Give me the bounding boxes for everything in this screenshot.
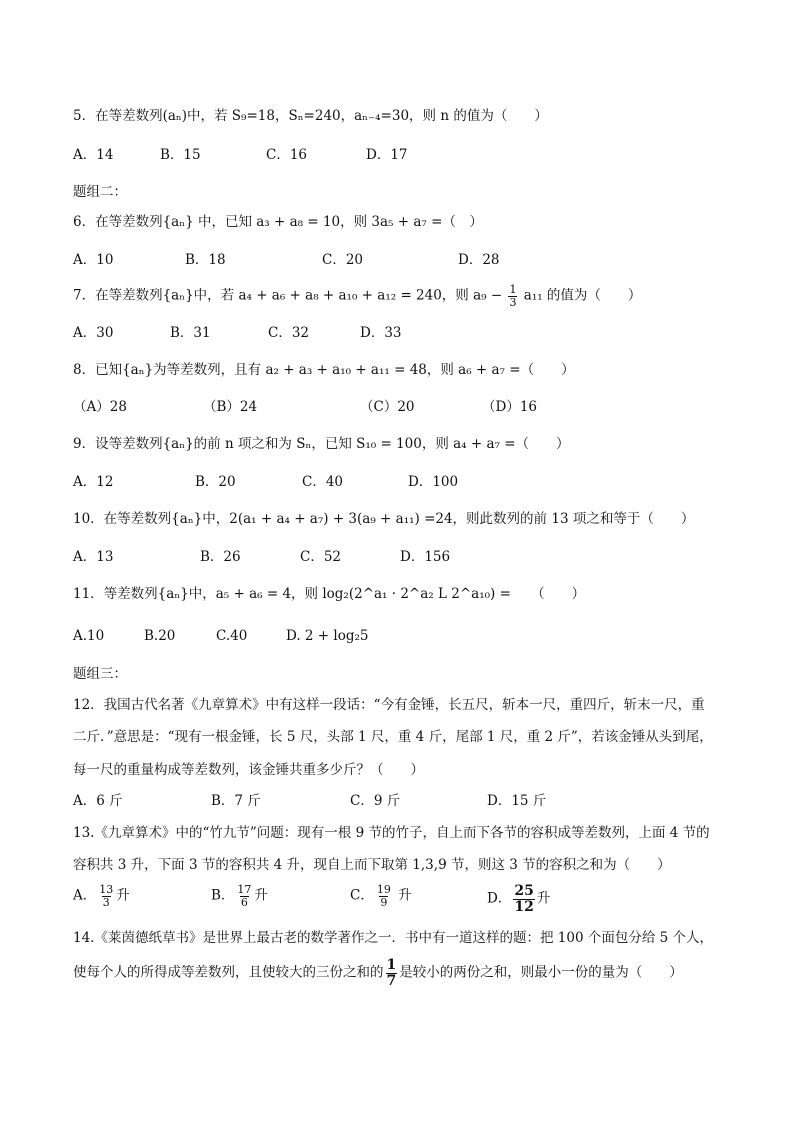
fraction-numerator: 17 xyxy=(237,883,252,896)
option: B．15 xyxy=(160,147,201,163)
fraction xyxy=(236,884,252,908)
option: A．30 xyxy=(73,325,114,341)
option: C．52 xyxy=(300,549,342,565)
question-6-stem: 6．在等差数列{aₙ} 中，已知 a₃ + a₈ = 10，则 3a₅ + a₇ =（ ） xyxy=(73,214,483,230)
option: C．20 xyxy=(322,252,364,268)
question-12-line: 12．我国古代名著《九章算术》中有这样一段话：“今有金锤，长五尺，斩本一尺，重四斤，斩末一尺，重 xyxy=(73,697,705,713)
option xyxy=(73,884,130,908)
question-13-line: 13.《九章算术》中的“竹九节”问题：现有一根 9 节的竹子，自上而下各节的容积成等差数列，上面 4 节的 xyxy=(73,825,710,841)
fraction-denominator: 3 xyxy=(102,895,110,909)
option: D．15 斤 xyxy=(487,793,547,809)
fraction-numerator: 25 xyxy=(514,883,534,899)
unit: 升 xyxy=(254,887,268,904)
fraction-denominator: 7 xyxy=(386,972,397,989)
question-12-line: 每一尺的重量构成等差数列，该金锤共重多少斤？（ ） xyxy=(73,762,424,778)
option-prefix: D． xyxy=(487,890,512,907)
fraction xyxy=(376,884,392,908)
option: B．7 斤 xyxy=(211,793,261,809)
option xyxy=(350,884,412,908)
option-prefix: C． xyxy=(350,887,374,904)
option: D．28 xyxy=(458,252,500,268)
option: A．12 xyxy=(73,474,114,490)
fraction-denominator: 3 xyxy=(509,295,517,309)
option: C.40 xyxy=(216,628,248,644)
option: C．40 xyxy=(302,474,344,490)
option: D．156 xyxy=(400,549,451,565)
option: D．100 xyxy=(408,474,459,490)
unit: 升 xyxy=(398,887,412,904)
fraction-numerator: 1 xyxy=(386,957,397,973)
question-14-line: 14.《莱茵德纸草书》是世界上最古老的数学著作之一．书中有一道这样的题：把 100 个面包分给 5 个人， xyxy=(73,930,713,946)
question-10-stem: 10．在等差数列{aₙ}中，2(a₁ + a₄ + a₇) + 3(a₉ + a₁₁) =24，则此数列的前 13 项之和等于（ ） xyxy=(73,511,695,527)
option: A．10 xyxy=(73,252,114,268)
option: （B）24 xyxy=(203,399,258,415)
fraction-denominator: 9 xyxy=(380,895,388,909)
option-prefix: B． xyxy=(211,887,235,904)
question-7-stem xyxy=(73,284,641,308)
option xyxy=(211,884,268,908)
question-9-stem: 9．设等差数列{aₙ}的前 n 项之和为 Sₙ，已知 S₁₀ = 100，则 a₄ + a₇ =（ ） xyxy=(73,436,570,452)
fraction xyxy=(386,958,398,988)
fraction-numerator: 1 xyxy=(509,283,517,296)
option: A．6 斤 xyxy=(73,793,123,809)
option: D. 2 + log₂5 xyxy=(286,628,369,644)
group-heading: 题组三： xyxy=(73,666,127,682)
fraction xyxy=(508,284,517,308)
option: D．33 xyxy=(360,325,402,341)
option: （A）28 xyxy=(73,399,127,415)
option-prefix: A． xyxy=(73,887,97,904)
fraction xyxy=(98,884,114,908)
option: D．17 xyxy=(366,147,408,163)
option xyxy=(487,884,550,914)
fraction-numerator: 13 xyxy=(99,883,114,896)
group-heading: 题组二： xyxy=(73,184,127,200)
question-14-line xyxy=(73,958,683,988)
question-11-stem: 11．等差数列{aₙ}中，a₅ + a₆ = 4，则 log₂(2^a₁ · 2^a₂ L 2^a₁₀) = （ ） xyxy=(73,586,586,602)
stem-text: 使每个人的所得成等差数列，且使较大的三份之和的 xyxy=(73,964,384,981)
option: B．18 xyxy=(185,252,226,268)
question-5-stem: 5．在等差数列(aₙ)中，若 S₉=18，Sₙ=240，aₙ₋₄=30，则 n 的值为（ ） xyxy=(73,108,548,124)
option: B.20 xyxy=(144,628,176,644)
unit: 升 xyxy=(116,887,130,904)
option: C．9 斤 xyxy=(350,793,401,809)
stem-text: 是较小的两份之和，则最小一份的量为（ ） xyxy=(399,964,683,981)
option: A．13 xyxy=(73,549,114,565)
fraction-denominator: 12 xyxy=(514,898,534,915)
question-12-line: 二斤．”意思是：“现有一根金锤，长 5 尺，头部 1 尺，重 4 斤，尾部 1 尺，重 2 斤”，若该金锤从头到尾， xyxy=(73,729,713,745)
option: （D）16 xyxy=(482,399,538,415)
option: A．14 xyxy=(73,147,114,163)
question-13-line: 容积共 3 升，下面 3 节的容积共 4 升，现自上而下取第 1,3,9 节，则这 3 节的容积之和为（ ） xyxy=(73,857,671,873)
option: （C）20 xyxy=(360,399,415,415)
unit: 升 xyxy=(536,890,551,907)
option: B．26 xyxy=(200,549,241,565)
fraction xyxy=(513,884,534,914)
stem-text: 7．在等差数列{aₙ}中，若 a₄ + a₆ + a₈ + a₁₀ + a₁₂ = 240，则 a₉ − xyxy=(73,287,503,304)
option: B．31 xyxy=(170,325,211,341)
fraction-denominator: 6 xyxy=(240,895,248,909)
stem-text: a₁₁ 的值为（ ） xyxy=(523,287,642,304)
option: B．20 xyxy=(195,474,236,490)
option: C．16 xyxy=(266,147,308,163)
option: A.10 xyxy=(73,628,105,644)
fraction-numerator: 19 xyxy=(376,883,391,896)
question-8-stem: 8．已知{aₙ}为等差数列，且有 a₂ + a₃ + a₁₀ + a₁₁ = 48，则 a₆ + a₇ =（ ） xyxy=(73,362,575,378)
option: C．32 xyxy=(268,325,310,341)
